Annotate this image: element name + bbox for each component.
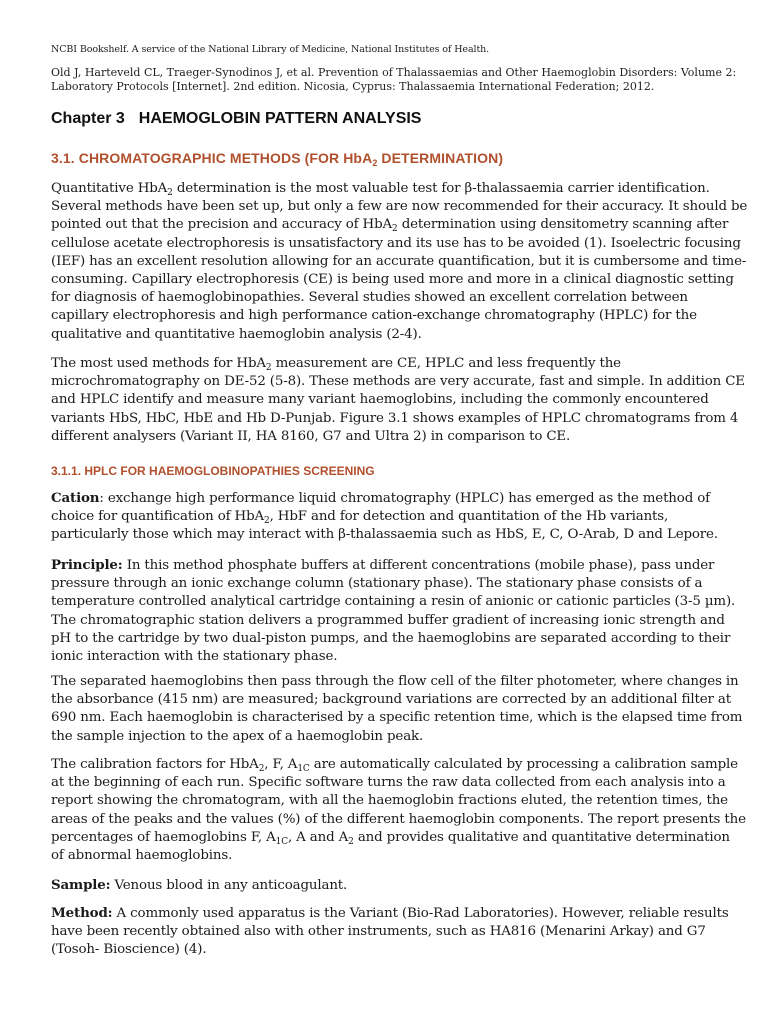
citation xyxy=(51,66,737,94)
chapter-number: Chapter 3 xyxy=(51,110,125,127)
paragraph-principle: Principle: In this method phosphate buffers at different concentrations (mobile phase), pass under pressure through an ionic exchange column (stationary phase). The stationary phase consists of a temperature controlled analytical cartridge containing a resin of anionic or cationic particles (3-5 µm). The chromatographic station delivers a programmed buffer gradient of increasing ionic strength and pH to the cartridge by two dual-piston pumps, and the haemoglobins are separated according to their ionic interaction with the stationary phase. xyxy=(51,557,736,665)
section-heading-3-1-1: 3.1.1. HPLC FOR HAEMOGLOBINOPATHIES SCREENING xyxy=(51,464,375,478)
paragraph-separation: The separated haemoglobins then pass through the flow cell of the filter photometer, where changes in the absorbance (415 nm) are measured; background variations are corrected by an additional filter at 690 nm. Each haemoglobin is characterised by a specific retention time, which is the elapsed time from the sample injection to the apex of a haemoglobin peak. xyxy=(51,674,743,744)
section-heading-3-1: 3.1. CHROMATOGRAPHIC METHODS (FOR HbA$_2$ DETERMINATION) xyxy=(51,150,504,168)
paragraph-methods: The most used methods for HbA$_2$ measurement are CE, HPLC and less frequently the microchromatography on DE-52 (5-8). These methods are very accurate, fast and simple. In addition CE and HPLC identify and measure many variant haemoglobins, including the commonly encountered variants HbS, HbC, HbE and Hb D-Punjab. Figure 3.1 shows examples of HPLC chromatograms from 4 different analysers (Variant II, HA 8160, G7 and Ultra 2) in comparison to CE. xyxy=(51,356,745,444)
chapter-title xyxy=(51,110,421,128)
paragraph-method: Method: A commonly used apparatus is the Variant (Bio-Rad Laboratories). However, reliable results have been recently obtained also with other instruments, such as HA816 (Menarini Arkay) and G7 (Tosoh- Bioscience) (4). xyxy=(51,905,729,958)
paragraph-cation: Cation: exchange high performance liquid chromatography (HPLC) has emerged as the method of choice for quantification of HbA$_2$, HbF and for detection and quantitation of the Hb variants, particularly those which may interact with β-thalassaemia such as HbS, E, C, O-Arab, D and Lepore. xyxy=(51,490,718,543)
citation-line: Old J, Harteveld CL, Traeger-Synodinos J, et al. Prevention of Thalassaemias and Other Haemoglobin Disorders: Volume 2: xyxy=(51,66,737,79)
paragraph-sample: Sample: Venous blood in any anticoagulant. xyxy=(51,877,348,893)
chapter-name: HAEMOGLOBIN PATTERN ANALYSIS xyxy=(138,110,422,127)
citation-line: Laboratory Protocols [Internet]. 2nd edition. Nicosia, Cyprus: Thalassaemia International Federation; 2012. xyxy=(51,80,655,93)
paragraph-intro: Quantitative HbA$_2$ determination is the most valuable test for β-thalassaemia carrier identification. Several methods have been set up, but only a few are now recommended for their accuracy. It should be pointed out that the precision and accuracy of HbA$_2$ determination using densitometry scanning after cellulose acetate electrophoresis is unsatisfactory and its use has to be avoided (1). Isoelectric focusing (IEF) has an excellent resolution allowing for an accurate quantification, but it is cumbersome and time- consuming. Capillary electrophoresis (CE) is being used more and more in a clinical diagnostic setting for diagnosis of haemoglobinopathies. Several studies showed an excellent correlation between capillary electrophoresis and high performance cation-exchange chromatography (HPLC) for the qualitative and quantitative haemoglobin analysis (2-4). xyxy=(51,181,748,342)
paragraph-calibration: The calibration factors for HbA$_2$, F, $A_{1C}$ are automatically calculated by processing a calibration sample at the beginning of each run. Specific software turns the raw data collected from each analysis into a report showing the chromatogram, with all the haemoglobin fractions eluted, the retention times, the areas of the peaks and the values (%) of the different haemoglobin components. The report presents the percentages of haemoglobins F, $A_{1C}$, A and $A_2$ and provides qualitative and quantitative determination of abnormal haemoglobins. xyxy=(51,757,746,864)
ncbi-banner: NCBI Bookshelf. A service of the National Library of Medicine, National Institutes of Health. xyxy=(51,44,490,55)
